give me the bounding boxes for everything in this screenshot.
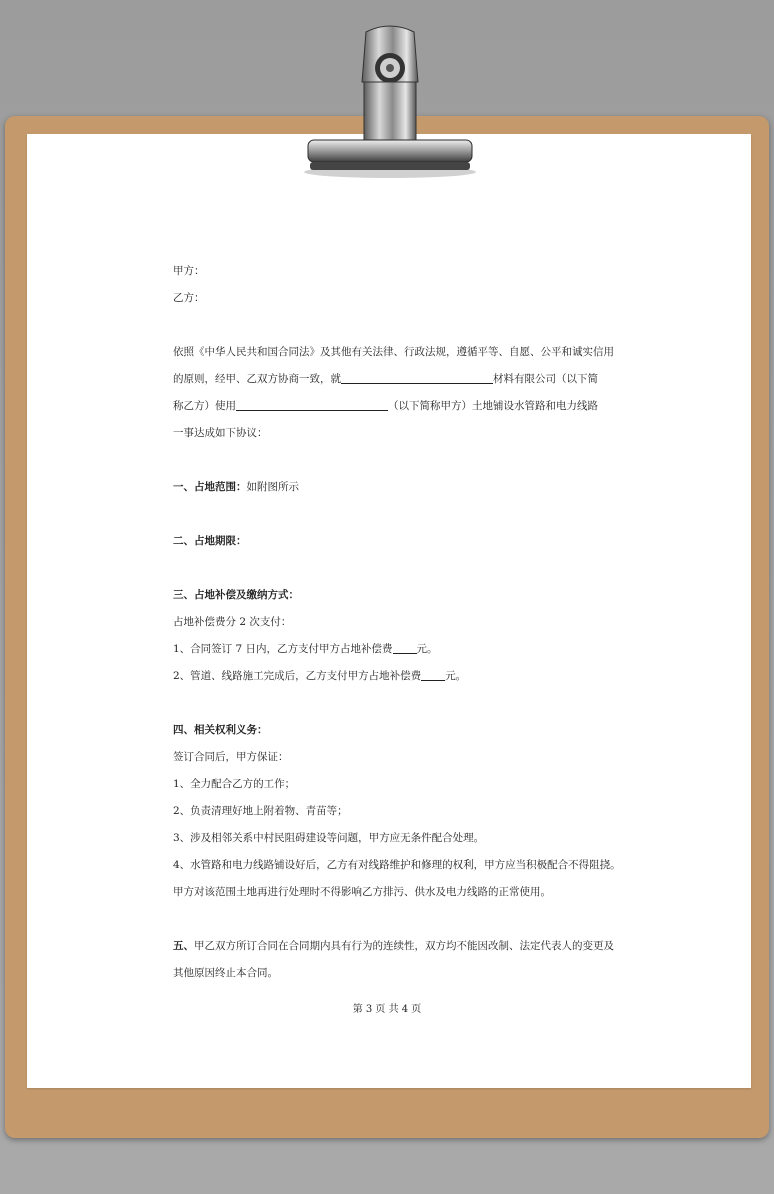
party-b-label: 乙方： — [173, 292, 205, 304]
section-heading: 一、占地范围： — [173, 481, 247, 493]
intro-line: 一事达成如下协议： — [173, 427, 268, 439]
blank-field[interactable] — [393, 642, 417, 654]
blank-field[interactable] — [421, 669, 445, 681]
list-item: 甲方对该范围土地再进行处理时不得影响乙方排污、供水及电力线路的正常使用。 — [173, 886, 551, 898]
binder-clip-icon — [300, 22, 480, 182]
list-item: 占地补偿费分 2 次支付： — [173, 616, 292, 628]
intro-line: 称乙方）使用 （以下简称甲方）土地铺设水管路和电力线路 — [173, 400, 598, 412]
list-item: 1、合同签订 7 日内，乙方支付甲方占地补偿费 元。 — [173, 643, 438, 655]
blank-field[interactable] — [236, 399, 388, 411]
list-item: 2、负责清理好地上附着物、青苗等； — [173, 805, 348, 817]
section-heading: 四、相关权利义务： — [173, 724, 268, 736]
list-item: 4、水管路和电力线路铺设好后，乙方有对线路维护和修理的权利，甲方应当积极配合不得阻挠。 — [173, 859, 621, 871]
list-item: 2、管道、线路施工完成后，乙方支付甲方占地补偿费 元。 — [173, 670, 467, 682]
intro-line: 依照《中华人民共和国合同法》及其他有关法律、行政法规，遵循平等、自愿、公平和诚实信用 — [173, 346, 614, 358]
section-5: 五、甲乙双方所订合同在合同期内具有行为的连续性，双方均不能因改制、法定代表人的变更及 — [173, 940, 614, 952]
section-heading: 二、占地期限： — [173, 535, 247, 547]
list-item: 3、涉及相邻关系中村民阻碍建设等问题，甲方应无条件配合处理。 — [173, 832, 485, 844]
list-item: 签订合同后，甲方保证： — [173, 751, 289, 763]
list-item: 其他原因终止本合同。 — [173, 967, 278, 979]
section-heading: 五、 — [173, 940, 194, 952]
section-1: 一、占地范围：如附图所示 — [173, 481, 299, 493]
blank-field[interactable] — [341, 372, 493, 384]
page-number: 第 3 页 共 4 页 — [352, 1004, 422, 1015]
intro-line: 的原则，经甲、乙双方协商一致，就 材料有限公司（以下简 — [173, 373, 598, 385]
section-heading: 三、占地补偿及缴纳方式： — [173, 589, 299, 601]
party-a-label: 甲方： — [173, 265, 205, 277]
list-item: 1、全力配合乙方的工作； — [173, 778, 296, 790]
